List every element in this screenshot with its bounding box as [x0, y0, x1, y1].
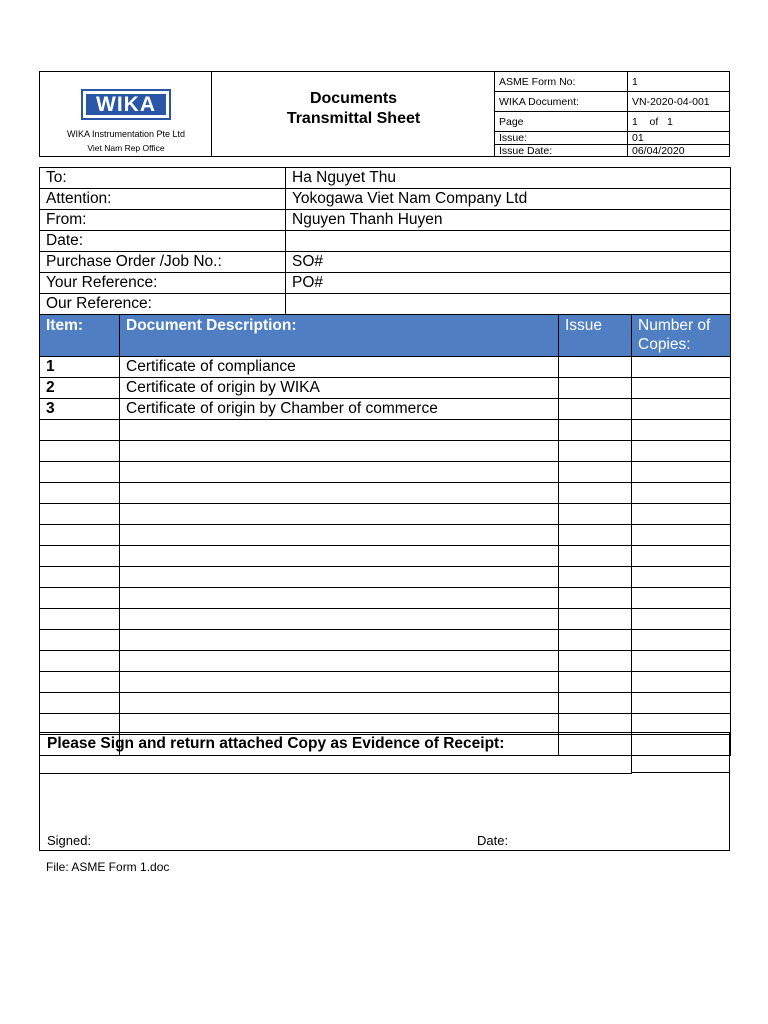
item-issue[interactable] [559, 483, 632, 504]
company-name: WIKA Instrumentation Pte Ltd [66, 129, 186, 139]
field-row [40, 252, 731, 273]
field-label: Purchase Order /Job No.: [40, 252, 286, 273]
item-number[interactable] [40, 630, 120, 651]
field-value[interactable] [286, 231, 731, 252]
item-description[interactable] [120, 420, 559, 441]
items-header-row [40, 315, 731, 357]
title-cell [212, 72, 495, 156]
field-value[interactable]: SO# [286, 252, 731, 273]
field-value[interactable]: Yokogawa Viet Nam Company Ltd [286, 189, 731, 210]
field-row [40, 189, 731, 210]
field-label: Attention: [40, 189, 286, 210]
item-row [40, 378, 731, 399]
field-label: To: [40, 168, 286, 189]
issue-column-header: Issue [559, 315, 632, 357]
form-meta-table [495, 72, 729, 157]
item-copies[interactable] [632, 672, 731, 693]
item-description[interactable] [120, 483, 559, 504]
item-column-header: Item: [40, 315, 120, 357]
description-column-header: Document Description: [120, 315, 559, 357]
item-row [40, 504, 731, 525]
item-copies[interactable] [632, 693, 731, 714]
meta-row [495, 145, 729, 158]
meta-row [495, 92, 729, 112]
item-description[interactable]: Certificate of origin by WIKA [120, 378, 559, 399]
wika-logo-text: WIKA [86, 94, 166, 115]
meta-value: 1 of 1 [628, 112, 730, 132]
item-number[interactable] [40, 672, 120, 693]
item-copies[interactable] [632, 483, 731, 504]
item-number[interactable] [40, 525, 120, 546]
item-description[interactable] [120, 441, 559, 462]
item-issue[interactable] [559, 567, 632, 588]
item-issue[interactable] [559, 588, 632, 609]
copies-column-header: Number of Copies: [632, 315, 731, 357]
item-number[interactable]: 1 [40, 357, 120, 378]
item-description[interactable] [120, 462, 559, 483]
field-row [40, 273, 731, 294]
item-description[interactable] [120, 630, 559, 651]
field-value[interactable]: Nguyen Thanh Huyen [286, 210, 731, 231]
field-row [40, 294, 731, 315]
field-row [40, 231, 731, 252]
item-issue[interactable] [559, 462, 632, 483]
field-row [40, 168, 731, 189]
item-description[interactable] [120, 504, 559, 525]
item-description[interactable]: Certificate of origin by Chamber of commerce [120, 399, 559, 420]
wika-logo [81, 89, 171, 120]
item-row [40, 630, 731, 651]
item-issue[interactable] [559, 504, 632, 525]
logo-cell [40, 72, 212, 156]
item-number[interactable] [40, 504, 120, 525]
item-description[interactable] [120, 672, 559, 693]
item-description[interactable] [120, 525, 559, 546]
item-issue[interactable] [559, 378, 632, 399]
items-header [40, 315, 731, 357]
item-issue[interactable] [559, 672, 632, 693]
item-copies[interactable] [632, 546, 731, 567]
address-fields [40, 168, 731, 315]
items-list [40, 357, 731, 756]
divider [40, 773, 632, 774]
item-number[interactable] [40, 693, 120, 714]
field-value[interactable]: PO# [286, 273, 731, 294]
signature-block [39, 732, 730, 851]
item-row [40, 651, 731, 672]
item-copies[interactable] [632, 378, 731, 399]
item-issue[interactable] [559, 630, 632, 651]
item-copies[interactable] [632, 588, 731, 609]
meta-label: Issue: [495, 132, 628, 145]
title-line-1: Documents [309, 90, 398, 107]
meta-value: 1 [628, 72, 730, 92]
meta-row [495, 132, 729, 145]
item-row [40, 462, 731, 483]
item-row [40, 483, 731, 504]
item-copies[interactable] [632, 651, 731, 672]
meta-value: 01 [628, 132, 730, 145]
item-issue[interactable] [559, 420, 632, 441]
item-row [40, 693, 731, 714]
item-description[interactable]: Certificate of compliance [120, 357, 559, 378]
item-number[interactable] [40, 483, 120, 504]
item-copies[interactable] [632, 462, 731, 483]
item-description[interactable] [120, 609, 559, 630]
meta-label: Page [495, 112, 628, 132]
item-number[interactable] [40, 651, 120, 672]
item-issue[interactable] [559, 525, 632, 546]
meta-label: ASME Form No: [495, 72, 628, 92]
signed-label: Signed: [47, 833, 92, 848]
item-row [40, 441, 731, 462]
sign-instruction: Please Sign and return attached Copy as Evidence of Receipt: [47, 735, 505, 752]
office-name: Viet Nam Rep Office [87, 143, 165, 153]
item-description[interactable] [120, 651, 559, 672]
item-issue[interactable] [559, 693, 632, 714]
item-issue[interactable] [559, 546, 632, 567]
item-description[interactable] [120, 567, 559, 588]
item-description[interactable] [120, 546, 559, 567]
item-copies[interactable] [632, 504, 731, 525]
item-row [40, 546, 731, 567]
item-number[interactable]: 3 [40, 399, 120, 420]
item-number[interactable] [40, 420, 120, 441]
receipt-box[interactable] [631, 733, 729, 773]
field-label: Date: [40, 231, 286, 252]
item-issue[interactable] [559, 357, 632, 378]
field-label: Our Reference: [40, 294, 286, 315]
item-copies[interactable] [632, 567, 731, 588]
item-row [40, 567, 731, 588]
item-issue[interactable] [559, 441, 632, 462]
document-header [39, 71, 730, 157]
item-number[interactable] [40, 567, 120, 588]
item-number[interactable]: 2 [40, 378, 120, 399]
item-number[interactable] [40, 609, 120, 630]
item-row [40, 525, 731, 546]
item-issue[interactable] [559, 399, 632, 420]
item-number[interactable] [40, 588, 120, 609]
item-description[interactable] [120, 693, 559, 714]
title-line-2: Transmittal Sheet [286, 110, 421, 127]
file-note: File: ASME Form 1.doc [46, 860, 170, 874]
item-number[interactable] [40, 546, 120, 567]
field-row [40, 210, 731, 231]
item-number[interactable] [40, 441, 120, 462]
meta-value: 06/04/2020 [628, 145, 730, 158]
item-row [40, 672, 731, 693]
item-copies[interactable] [632, 399, 731, 420]
field-label: From: [40, 210, 286, 231]
item-number[interactable] [40, 462, 120, 483]
field-value[interactable] [286, 294, 731, 315]
item-copies[interactable] [632, 630, 731, 651]
meta-label: Issue Date: [495, 145, 628, 158]
meta-row [495, 72, 729, 92]
item-row [40, 399, 731, 420]
item-copies[interactable] [632, 525, 731, 546]
item-copies[interactable] [632, 609, 731, 630]
item-row [40, 420, 731, 441]
meta-row [495, 112, 729, 132]
item-row [40, 588, 731, 609]
item-copies[interactable] [632, 420, 731, 441]
transmittal-table [39, 167, 731, 756]
item-copies[interactable] [632, 441, 731, 462]
field-label: Your Reference: [40, 273, 286, 294]
meta-label: WIKA Document: [495, 92, 628, 112]
meta-value: VN-2020-04-001 [628, 92, 730, 112]
item-row [40, 357, 731, 378]
item-description[interactable] [120, 588, 559, 609]
item-row [40, 609, 731, 630]
item-issue[interactable] [559, 609, 632, 630]
field-value[interactable]: Ha Nguyet Thu [286, 168, 731, 189]
item-issue[interactable] [559, 651, 632, 672]
sign-date-label: Date: [477, 833, 509, 848]
item-copies[interactable] [632, 357, 731, 378]
